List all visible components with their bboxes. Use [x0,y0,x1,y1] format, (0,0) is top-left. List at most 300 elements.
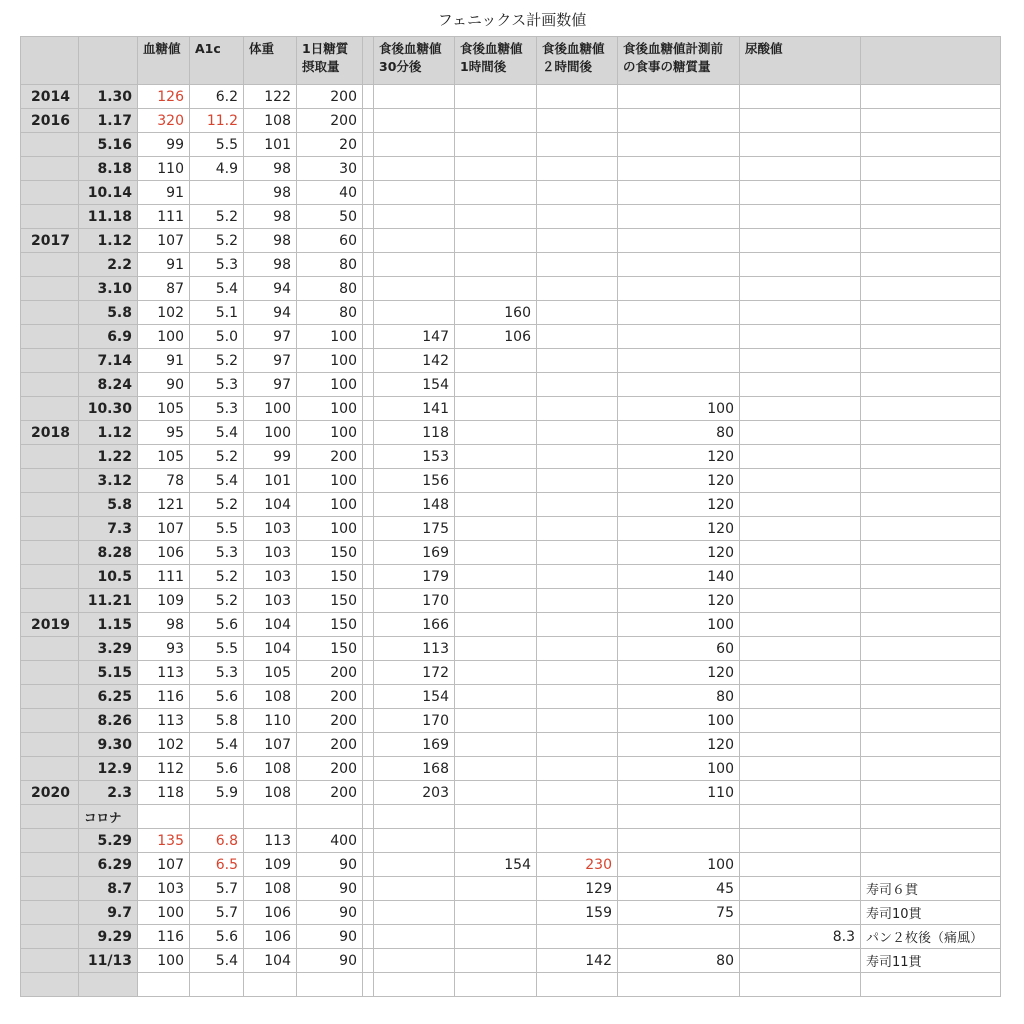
pp1h-cell[interactable] [455,229,537,253]
pp2h-cell[interactable] [537,181,618,205]
uric-cell[interactable] [740,373,861,397]
date-cell[interactable]: 1.22 [79,445,138,469]
carb-intake-cell[interactable]: 150 [297,613,363,637]
date-cell[interactable]: 5.15 [79,661,138,685]
a1c-cell[interactable]: 5.2 [190,229,244,253]
glucose-cell[interactable]: 91 [138,253,190,277]
date-cell[interactable]: 2.3 [79,781,138,805]
pp2h-cell[interactable] [537,805,618,829]
a1c-cell[interactable] [190,805,244,829]
uric-cell[interactable] [740,325,861,349]
weight-cell[interactable]: 100 [244,421,297,445]
spacer-cell[interactable] [363,709,374,733]
glucose-cell[interactable]: 78 [138,469,190,493]
carb-intake-cell[interactable]: 100 [297,517,363,541]
date-cell[interactable]: 1.17 [79,109,138,133]
pp1h-cell[interactable] [455,85,537,109]
glucose-cell[interactable]: 111 [138,565,190,589]
pp2h-cell[interactable]: 142 [537,949,618,973]
date-cell[interactable]: 8.7 [79,877,138,901]
year-cell[interactable] [21,157,79,181]
meal-carbs-cell[interactable] [618,109,740,133]
pp30-cell[interactable]: 179 [374,565,455,589]
pp1h-cell[interactable] [455,397,537,421]
date-cell[interactable]: 1.30 [79,85,138,109]
pp2h-cell[interactable] [537,685,618,709]
glucose-cell[interactable]: 102 [138,301,190,325]
year-cell[interactable] [21,709,79,733]
meal-carbs-cell[interactable]: 120 [618,661,740,685]
meal-carbs-cell[interactable]: 75 [618,901,740,925]
uric-cell[interactable] [740,469,861,493]
a1c-cell[interactable]: 5.6 [190,613,244,637]
year-cell[interactable] [21,925,79,949]
carb-intake-cell[interactable]: 200 [297,781,363,805]
date-cell[interactable]: 7.3 [79,517,138,541]
year-cell[interactable] [21,397,79,421]
spacer-cell[interactable] [363,589,374,613]
note-cell[interactable]: 寿司６貫 [861,877,1001,901]
year-cell[interactable] [21,637,79,661]
glucose-cell[interactable]: 90 [138,373,190,397]
glucose-cell[interactable]: 106 [138,541,190,565]
meal-carbs-cell[interactable] [618,229,740,253]
uric-cell[interactable] [740,757,861,781]
uric-cell[interactable] [740,205,861,229]
spacer-cell[interactable] [363,253,374,277]
a1c-cell[interactable]: 5.6 [190,925,244,949]
glucose-cell[interactable]: 118 [138,781,190,805]
carb-intake-cell[interactable] [297,973,363,997]
year-cell[interactable] [21,517,79,541]
a1c-cell[interactable]: 11.2 [190,109,244,133]
spacer-cell[interactable] [363,85,374,109]
meal-carbs-cell[interactable] [618,349,740,373]
carb-intake-cell[interactable]: 100 [297,397,363,421]
year-cell[interactable] [21,829,79,853]
pp2h-cell[interactable]: 159 [537,901,618,925]
a1c-cell[interactable]: 5.5 [190,133,244,157]
pp1h-cell[interactable] [455,805,537,829]
carb-intake-cell[interactable]: 80 [297,277,363,301]
a1c-cell[interactable]: 5.2 [190,445,244,469]
pp1h-cell[interactable] [455,181,537,205]
spacer-cell[interactable] [363,301,374,325]
pp1h-cell[interactable] [455,613,537,637]
glucose-cell[interactable]: 135 [138,829,190,853]
meal-carbs-cell[interactable]: 100 [618,397,740,421]
date-cell[interactable]: 2.2 [79,253,138,277]
note-cell[interactable] [861,589,1001,613]
a1c-cell[interactable]: 5.2 [190,205,244,229]
glucose-cell[interactable] [138,973,190,997]
pp30-cell[interactable]: 175 [374,517,455,541]
uric-cell[interactable] [740,589,861,613]
weight-cell[interactable]: 105 [244,661,297,685]
note-cell[interactable] [861,829,1001,853]
weight-cell[interactable]: 108 [244,109,297,133]
a1c-cell[interactable]: 5.3 [190,541,244,565]
weight-cell[interactable]: 108 [244,877,297,901]
carb-intake-cell[interactable]: 200 [297,709,363,733]
date-cell[interactable]: 9.29 [79,925,138,949]
meal-carbs-cell[interactable]: 80 [618,421,740,445]
pp30-cell[interactable]: 170 [374,589,455,613]
carb-intake-cell[interactable]: 200 [297,757,363,781]
glucose-cell[interactable]: 87 [138,277,190,301]
meal-carbs-cell[interactable]: 80 [618,685,740,709]
year-cell[interactable]: 2020 [21,781,79,805]
carb-intake-cell[interactable]: 30 [297,157,363,181]
a1c-cell[interactable]: 5.7 [190,877,244,901]
pp1h-cell[interactable] [455,205,537,229]
weight-cell[interactable]: 104 [244,613,297,637]
uric-cell[interactable] [740,877,861,901]
pp30-cell[interactable]: 166 [374,613,455,637]
pp2h-cell[interactable] [537,589,618,613]
weight-cell[interactable]: 100 [244,397,297,421]
meal-carbs-cell[interactable]: 120 [618,589,740,613]
year-cell[interactable] [21,205,79,229]
uric-cell[interactable] [740,277,861,301]
pp2h-cell[interactable] [537,277,618,301]
pp30-cell[interactable] [374,829,455,853]
note-cell[interactable] [861,445,1001,469]
glucose-cell[interactable]: 98 [138,613,190,637]
note-cell[interactable] [861,805,1001,829]
pp30-cell[interactable] [374,253,455,277]
pp30-cell[interactable]: 118 [374,421,455,445]
uric-cell[interactable] [740,949,861,973]
pp1h-cell[interactable] [455,445,537,469]
uric-cell[interactable] [740,157,861,181]
uric-cell[interactable] [740,565,861,589]
note-cell[interactable] [861,517,1001,541]
weight-cell[interactable]: 103 [244,541,297,565]
year-cell[interactable] [21,757,79,781]
carb-intake-cell[interactable]: 200 [297,685,363,709]
weight-cell[interactable]: 106 [244,925,297,949]
year-cell[interactable] [21,949,79,973]
glucose-cell[interactable]: 121 [138,493,190,517]
pp2h-cell[interactable] [537,829,618,853]
spacer-cell[interactable] [363,277,374,301]
a1c-cell[interactable]: 5.6 [190,685,244,709]
glucose-cell[interactable]: 111 [138,205,190,229]
carb-intake-cell[interactable]: 100 [297,349,363,373]
uric-cell[interactable] [740,253,861,277]
uric-cell[interactable] [740,685,861,709]
meal-carbs-cell[interactable] [618,325,740,349]
pp1h-cell[interactable] [455,877,537,901]
glucose-cell[interactable]: 99 [138,133,190,157]
glucose-cell[interactable]: 320 [138,109,190,133]
pp2h-cell[interactable] [537,517,618,541]
weight-cell[interactable]: 103 [244,517,297,541]
weight-cell[interactable]: 101 [244,469,297,493]
uric-cell[interactable] [740,733,861,757]
a1c-cell[interactable]: 5.0 [190,325,244,349]
carb-intake-cell[interactable]: 50 [297,205,363,229]
uric-cell[interactable] [740,613,861,637]
glucose-cell[interactable]: 110 [138,157,190,181]
carb-intake-cell[interactable]: 200 [297,109,363,133]
weight-cell[interactable]: 101 [244,133,297,157]
note-cell[interactable] [861,709,1001,733]
pp1h-cell[interactable] [455,901,537,925]
date-cell[interactable]: 3.12 [79,469,138,493]
date-cell[interactable]: 5.16 [79,133,138,157]
pp1h-cell[interactable] [455,781,537,805]
uric-cell[interactable] [740,133,861,157]
pp2h-cell[interactable] [537,661,618,685]
glucose-cell[interactable]: 95 [138,421,190,445]
year-cell[interactable]: 2018 [21,421,79,445]
carb-intake-cell[interactable]: 100 [297,421,363,445]
glucose-cell[interactable]: 103 [138,877,190,901]
note-cell[interactable] [861,109,1001,133]
year-cell[interactable] [21,325,79,349]
pp2h-cell[interactable] [537,325,618,349]
pp1h-cell[interactable] [455,541,537,565]
uric-cell[interactable] [740,109,861,133]
date-cell[interactable]: 11/13 [79,949,138,973]
date-cell[interactable]: 6.9 [79,325,138,349]
pp1h-cell[interactable] [455,109,537,133]
glucose-cell[interactable]: 91 [138,181,190,205]
date-cell[interactable]: 6.29 [79,853,138,877]
header-carb-intake[interactable] [297,37,363,85]
weight-cell[interactable]: 98 [244,229,297,253]
glucose-cell[interactable]: 116 [138,925,190,949]
carb-intake-cell[interactable]: 150 [297,589,363,613]
spacer-cell[interactable] [363,661,374,685]
date-cell[interactable]: 7.14 [79,349,138,373]
year-cell[interactable]: 2014 [21,85,79,109]
a1c-cell[interactable]: 5.3 [190,661,244,685]
header-glucose[interactable] [138,37,190,85]
uric-cell[interactable] [740,301,861,325]
weight-cell[interactable]: 98 [244,205,297,229]
note-cell[interactable]: パン２枚後（痛風） [861,925,1001,949]
year-cell[interactable] [21,253,79,277]
pp2h-cell[interactable] [537,133,618,157]
pp1h-cell[interactable] [455,133,537,157]
a1c-cell[interactable]: 5.2 [190,589,244,613]
uric-cell[interactable] [740,637,861,661]
carb-intake-cell[interactable]: 100 [297,325,363,349]
pp30-cell[interactable]: 154 [374,685,455,709]
a1c-cell[interactable]: 5.7 [190,901,244,925]
spacer-cell[interactable] [363,613,374,637]
header-pp2h[interactable] [537,37,618,85]
uric-cell[interactable]: 8.3 [740,925,861,949]
date-cell[interactable]: 10.30 [79,397,138,421]
pp1h-cell[interactable]: 106 [455,325,537,349]
pp1h-cell[interactable] [455,421,537,445]
pp30-cell[interactable]: 169 [374,733,455,757]
pp1h-cell[interactable] [455,709,537,733]
spacer-cell[interactable] [363,517,374,541]
pp1h-cell[interactable] [455,925,537,949]
note-cell[interactable] [861,181,1001,205]
year-cell[interactable] [21,877,79,901]
carb-intake-cell[interactable]: 100 [297,469,363,493]
a1c-cell[interactable]: 5.4 [190,733,244,757]
uric-cell[interactable] [740,661,861,685]
pp1h-cell[interactable] [455,277,537,301]
carb-intake-cell[interactable]: 200 [297,733,363,757]
pp2h-cell[interactable] [537,925,618,949]
pp30-cell[interactable]: 169 [374,541,455,565]
pp30-cell[interactable]: 156 [374,469,455,493]
date-cell[interactable]: 1.15 [79,613,138,637]
glucose-cell[interactable]: 113 [138,709,190,733]
date-cell[interactable]: 1.12 [79,229,138,253]
pp2h-cell[interactable] [537,781,618,805]
weight-cell[interactable]: 103 [244,565,297,589]
uric-cell[interactable] [740,853,861,877]
pp30-cell[interactable]: 148 [374,493,455,517]
year-cell[interactable] [21,277,79,301]
header-weight[interactable] [244,37,297,85]
note-cell[interactable] [861,493,1001,517]
pp30-cell[interactable]: 154 [374,373,455,397]
spacer-cell[interactable] [363,445,374,469]
note-cell[interactable] [861,301,1001,325]
uric-cell[interactable] [740,901,861,925]
pp30-cell[interactable] [374,85,455,109]
pp1h-cell[interactable] [455,757,537,781]
spacer-cell[interactable] [363,685,374,709]
a1c-cell[interactable] [190,973,244,997]
meal-carbs-cell[interactable]: 120 [618,445,740,469]
meal-carbs-cell[interactable] [618,133,740,157]
pp30-cell[interactable] [374,109,455,133]
pp2h-cell[interactable] [537,109,618,133]
pp30-cell[interactable]: 142 [374,349,455,373]
uric-cell[interactable] [740,781,861,805]
year-cell[interactable] [21,469,79,493]
header-year-cell[interactable] [21,37,79,85]
uric-cell[interactable] [740,85,861,109]
weight-cell[interactable]: 94 [244,301,297,325]
a1c-cell[interactable]: 5.6 [190,757,244,781]
a1c-cell[interactable]: 5.3 [190,397,244,421]
uric-cell[interactable] [740,445,861,469]
glucose-cell[interactable]: 102 [138,733,190,757]
pp2h-cell[interactable] [537,301,618,325]
glucose-cell[interactable]: 91 [138,349,190,373]
note-cell[interactable] [861,133,1001,157]
year-cell[interactable] [21,733,79,757]
pp30-cell[interactable] [374,925,455,949]
a1c-cell[interactable]: 5.5 [190,637,244,661]
spacer-cell[interactable] [363,469,374,493]
meal-carbs-cell[interactable]: 120 [618,517,740,541]
note-cell[interactable] [861,733,1001,757]
pp2h-cell[interactable]: 230 [537,853,618,877]
pp2h-cell[interactable] [537,637,618,661]
date-cell[interactable]: 11.21 [79,589,138,613]
pp2h-cell[interactable] [537,85,618,109]
pp1h-cell[interactable] [455,733,537,757]
a1c-cell[interactable]: 5.4 [190,421,244,445]
pp30-cell[interactable]: 172 [374,661,455,685]
spacer-cell[interactable] [363,805,374,829]
pp1h-cell[interactable] [455,157,537,181]
carb-intake-cell[interactable]: 80 [297,301,363,325]
date-cell[interactable]: 8.28 [79,541,138,565]
meal-carbs-cell[interactable] [618,805,740,829]
meal-carbs-cell[interactable] [618,277,740,301]
spacer-cell[interactable] [363,949,374,973]
spacer-cell[interactable] [363,781,374,805]
meal-carbs-cell[interactable]: 140 [618,565,740,589]
glucose-cell[interactable] [138,805,190,829]
glucose-cell[interactable]: 107 [138,853,190,877]
meal-carbs-cell[interactable]: 100 [618,613,740,637]
year-cell[interactable] [21,133,79,157]
meal-carbs-cell[interactable]: 100 [618,853,740,877]
note-cell[interactable] [861,157,1001,181]
glucose-cell[interactable]: 126 [138,85,190,109]
carb-intake-cell[interactable]: 40 [297,181,363,205]
pp2h-cell[interactable] [537,469,618,493]
pp30-cell[interactable] [374,133,455,157]
pp2h-cell[interactable] [537,373,618,397]
pp2h-cell[interactable] [537,445,618,469]
year-cell[interactable] [21,349,79,373]
spacer-cell[interactable] [363,901,374,925]
meal-carbs-cell[interactable]: 80 [618,949,740,973]
pp2h-cell[interactable] [537,973,618,997]
uric-cell[interactable] [740,397,861,421]
note-cell[interactable] [861,613,1001,637]
date-cell[interactable]: 6.25 [79,685,138,709]
year-cell[interactable] [21,541,79,565]
uric-cell[interactable] [740,349,861,373]
date-cell[interactable]: 10.5 [79,565,138,589]
header-spacer[interactable] [363,37,374,85]
date-cell[interactable]: 1.12 [79,421,138,445]
pp30-cell[interactable]: 113 [374,637,455,661]
glucose-cell[interactable]: 107 [138,517,190,541]
spacer-cell[interactable] [363,541,374,565]
note-cell[interactable] [861,541,1001,565]
spacer-cell[interactable] [363,493,374,517]
weight-cell[interactable]: 122 [244,85,297,109]
spacer-cell[interactable] [363,109,374,133]
pp1h-cell[interactable] [455,565,537,589]
header-pp30[interactable] [374,37,455,85]
a1c-cell[interactable]: 5.5 [190,517,244,541]
pp30-cell[interactable]: 170 [374,709,455,733]
meal-carbs-cell[interactable]: 120 [618,733,740,757]
pp1h-cell[interactable] [455,253,537,277]
weight-cell[interactable]: 113 [244,829,297,853]
meal-carbs-cell[interactable] [618,157,740,181]
note-cell[interactable] [861,469,1001,493]
pp2h-cell[interactable] [537,157,618,181]
pp2h-cell[interactable] [537,205,618,229]
pp1h-cell[interactable]: 160 [455,301,537,325]
year-cell[interactable]: 2016 [21,109,79,133]
weight-cell[interactable]: 103 [244,589,297,613]
glucose-cell[interactable]: 116 [138,685,190,709]
spacer-cell[interactable] [363,325,374,349]
pp1h-cell[interactable] [455,685,537,709]
